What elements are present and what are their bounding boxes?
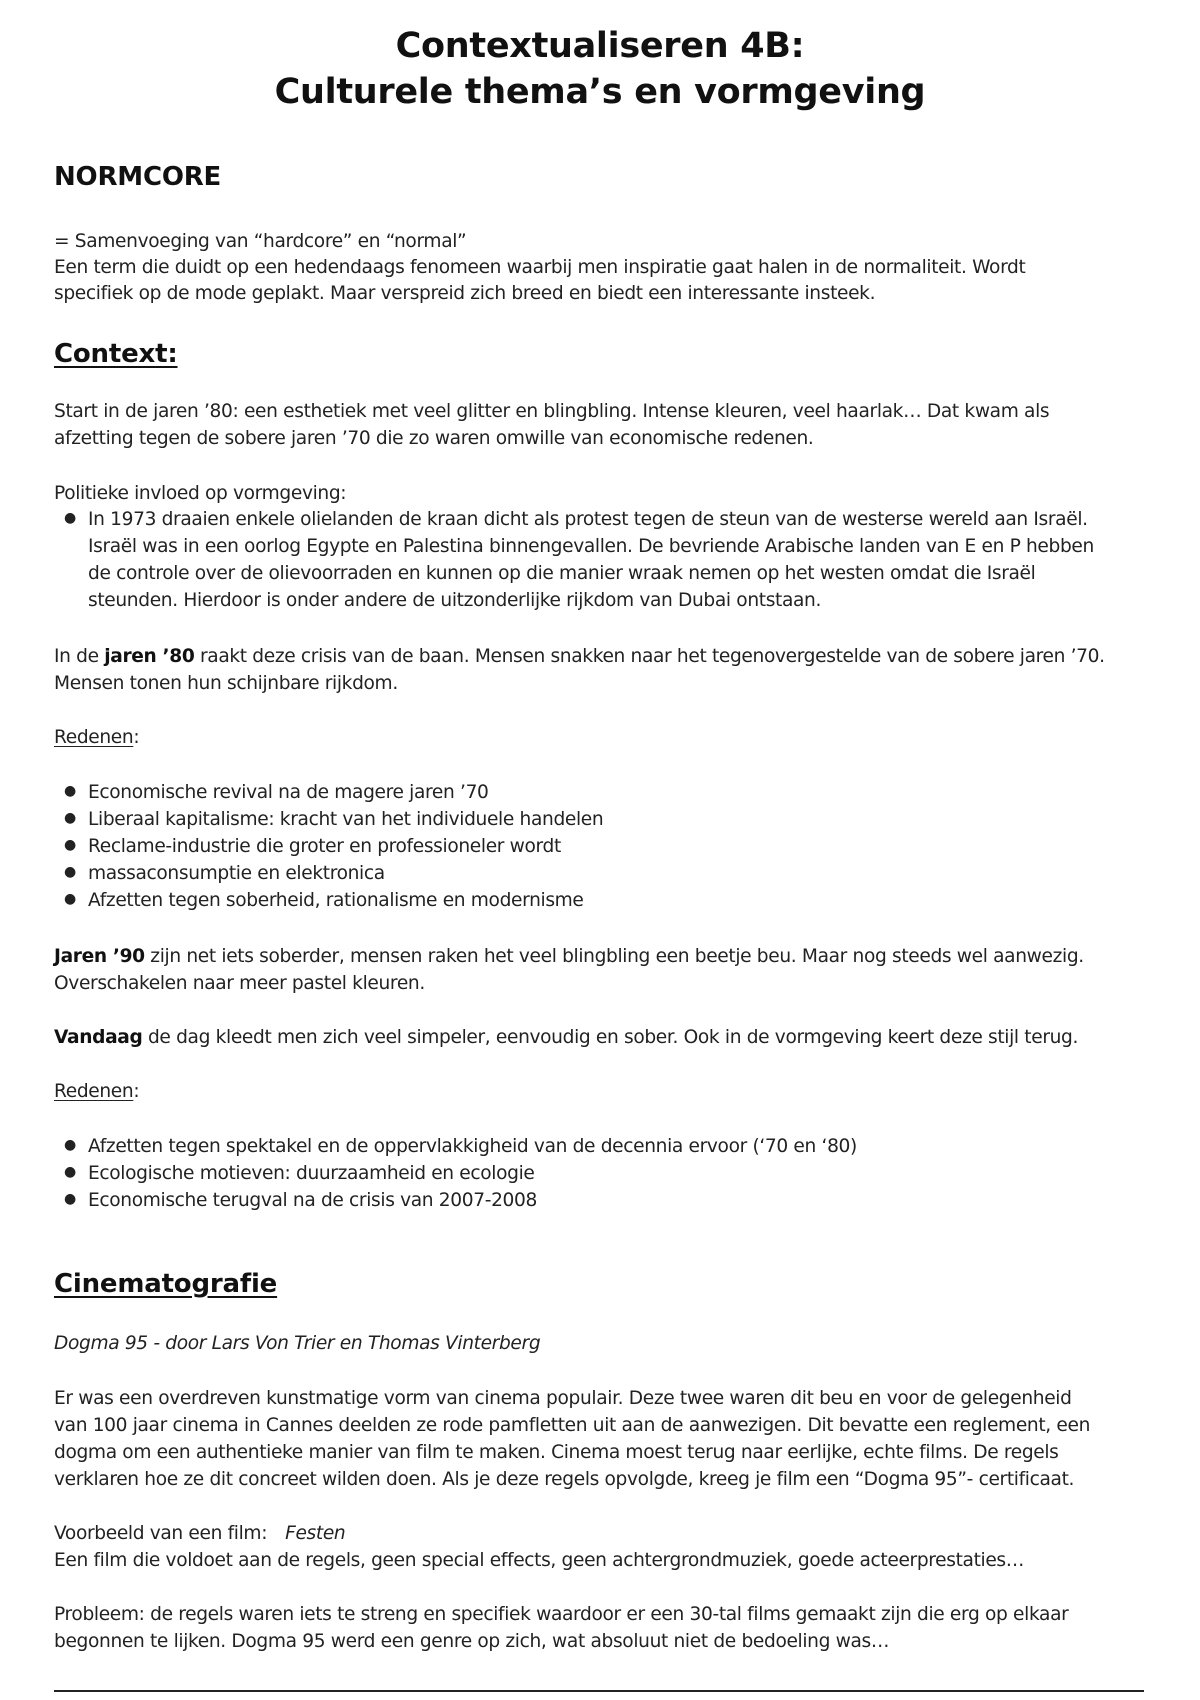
cinema-paragraph-line-1: Er was een overdreven kunstmatige vorm van cinema populair. Deze twee waren dit beu en voor de gelegenheid xyxy=(54,1388,1072,1409)
reasons-label-2: Redenen: xyxy=(54,1081,140,1102)
example-film-title: Festen xyxy=(285,1523,346,1544)
bottom-divider xyxy=(54,1690,1144,1692)
bullet-dot: ● xyxy=(64,837,77,853)
politics-bullet-line-3: de controle over de olievoorraden en kunnen op die manier wraak nemen op het westen omdat die Israël xyxy=(88,563,1036,584)
politics-label: Politieke invloed op vormgeving: xyxy=(54,483,347,504)
eighties-paragraph-line-2: Mensen tonen hun schijnbare rijkdom. xyxy=(54,673,398,694)
politics-bullet-line-2: Israël was in een oorlog Egypte en Palestina binnengevallen. De bevriende Arabische landen van E en P hebben xyxy=(88,536,1094,557)
context-start-line-1: Start in de jaren ’80: een esthetiek met veel glitter en blingbling. Intense kleuren, veel haarlak… Dat kwam als xyxy=(54,401,1050,422)
today-paragraph: Vandaag de dag kleedt men zich veel simpeler, eenvoudig en sober. Ook in de vormgeving keert deze stijl terug. xyxy=(54,1027,1079,1048)
bullet-dot: ● xyxy=(64,510,77,526)
example-film-description: Een film die voldoet aan de regels, geen special effects, geen achtergrondmuziek, goede acteerprestaties… xyxy=(54,1550,1025,1571)
reasons2-item: Economische terugval na de crisis van 2007-2008 xyxy=(88,1190,537,1211)
document-title-line-2: Culturele thema’s en vormgeving xyxy=(274,72,926,112)
nineties-paragraph-line-1: Jaren ’90 zijn net iets soberder, mensen raken het veel blingbling een beetje beu. Maar nog steeds wel aanwezig. xyxy=(54,946,1084,967)
normcore-intro-line-2: Een term die duidt op een hedendaags fenomeen waarbij men inspiratie gaat halen in de normaliteit. Wordt xyxy=(54,257,1026,278)
cinema-subtitle: Dogma 95 - door Lars Von Trier en Thomas Vinterberg xyxy=(54,1333,541,1354)
bullet-dot: ● xyxy=(64,891,77,907)
example-film-line: Voorbeeld van een film: Festen xyxy=(54,1523,346,1544)
cinema-heading: Cinematografie xyxy=(54,1269,278,1299)
cinema-paragraph-line-4: verklaren hoe ze dit concreet wilden doen. Als je deze regels opvolgde, kreeg je film een “Dogma 95”- certificaat. xyxy=(54,1469,1075,1490)
problem-line-2: begonnen te lijken. Dogma 95 werd een genre op zich, wat absoluut niet de bedoeling was… xyxy=(54,1631,890,1652)
document-title-line-1: Contextualiseren 4B: xyxy=(395,26,805,66)
politics-bullet-line-1: In 1973 draaien enkele olielanden de kraan dicht als protest tegen de steun van de westerse wereld aan Israël. xyxy=(88,509,1088,530)
context-heading: Context: xyxy=(54,339,178,369)
bullet-dot: ● xyxy=(64,864,77,880)
reasons-label-1: Redenen: xyxy=(54,727,140,748)
reasons1-item: Economische revival na de magere jaren ’70 xyxy=(88,782,489,803)
eighties-paragraph-line-1: In de jaren ’80 raakt deze crisis van de baan. Mensen snakken naar het tegenovergestelde van de sobere jaren ’70. xyxy=(54,646,1105,667)
reasons2-item: Ecologische motieven: duurzaamheid en ecologie xyxy=(88,1163,535,1184)
normcore-intro-line-3: specifiek op de mode geplakt. Maar verspreid zich breed en biedt een interessante insteek. xyxy=(54,283,876,304)
normcore-intro-line-1: = Samenvoeging van “hardcore” en “normal” xyxy=(54,231,467,252)
context-start-line-2: afzetting tegen de sobere jaren ’70 die zo waren omwille van economische redenen. xyxy=(54,428,814,449)
cinema-paragraph-line-2: van 100 jaar cinema in Cannes deelden ze rode pamfletten uit aan de aanwezigen. Dit bevatte een reglement, een xyxy=(54,1415,1091,1436)
reasons1-item: massaconsumptie en elektronica xyxy=(88,863,385,884)
bullet-dot: ● xyxy=(64,1137,77,1153)
cinema-paragraph-line-3: dogma om een authentieke manier van film te maken. Cinema moest terug naar eerlijke, echte films. De regels xyxy=(54,1442,1059,1463)
reasons1-item: Afzetten tegen soberheid, rationalisme en modernisme xyxy=(88,890,584,911)
problem-line-1: Probleem: de regels waren iets te streng en specifiek waardoor er een 30-tal films gemaakt zijn die erg op elkaar xyxy=(54,1604,1069,1625)
reasons1-item: Liberaal kapitalisme: kracht van het individuele handelen xyxy=(88,809,604,830)
politics-bullet-line-4: steunden. Hierdoor is onder andere de uitzonderlijke rijkdom van Dubai ontstaan. xyxy=(88,590,822,611)
bullet-dot: ● xyxy=(64,810,77,826)
nineties-paragraph-line-2: Overschakelen naar meer pastel kleuren. xyxy=(54,973,425,994)
bullet-dot: ● xyxy=(64,1191,77,1207)
normcore-heading: NORMCORE xyxy=(54,162,222,192)
reasons2-item: Afzetten tegen spektakel en de oppervlakkigheid van de decennia ervoor (‘70 en ‘80) xyxy=(88,1136,857,1157)
bullet-dot: ● xyxy=(64,783,77,799)
bullet-dot: ● xyxy=(64,1164,77,1180)
reasons1-item: Reclame-industrie die groter en professioneler wordt xyxy=(88,836,561,857)
